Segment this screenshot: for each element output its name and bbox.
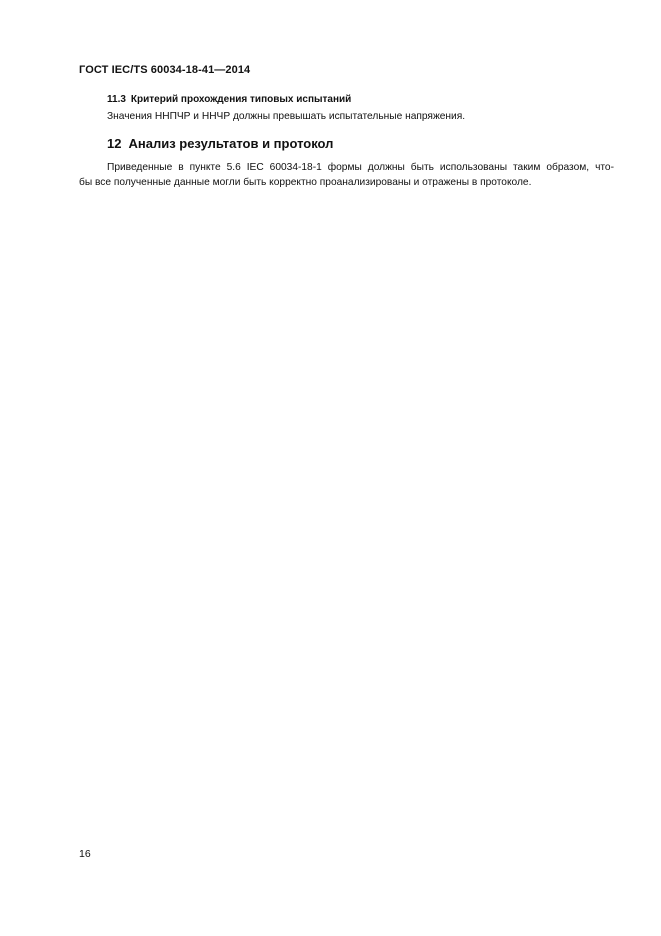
paragraph-line-1: Приведенные в пункте 5.6 IEC 60034-18-1 формы должны быть использованы таким образом, что-: [107, 162, 614, 173]
subsection-heading-11-3: [107, 94, 351, 105]
subsection-number: 11.3: [107, 94, 126, 105]
paragraph-line-2: бы все полученные данные могли быть корректно проанализированы и отражены в протоколе.: [79, 176, 532, 188]
page-number: 16: [79, 848, 91, 860]
section-heading-12: [107, 136, 333, 151]
document-code-header: ГОСТ IEC/TS 60034-18-41—2014: [79, 64, 251, 76]
section-number: 12: [107, 136, 122, 151]
subsection-title: Критерий прохождения типовых испытаний: [130, 94, 352, 105]
section-12-paragraph: [79, 161, 614, 190]
subsection-11-3-text: Значения ННПЧР и ННЧР должны превышать испытательные напряжения.: [107, 111, 466, 122]
section-title: Анализ результатов и протокол: [128, 136, 334, 151]
